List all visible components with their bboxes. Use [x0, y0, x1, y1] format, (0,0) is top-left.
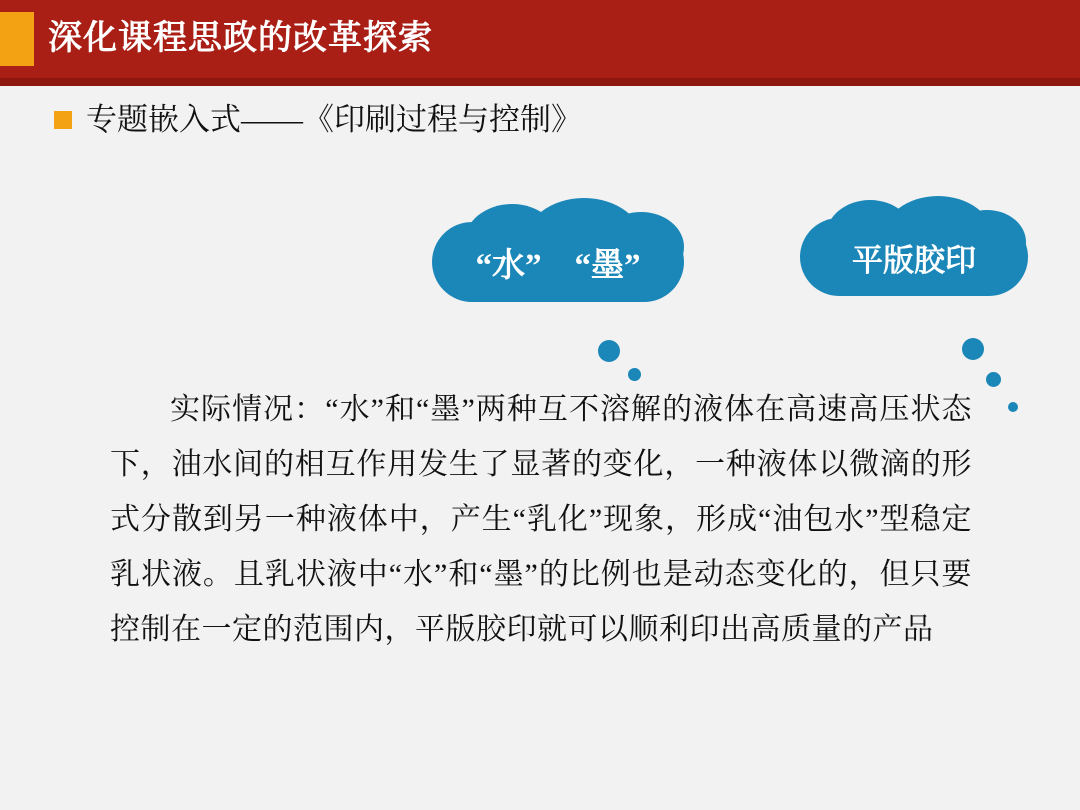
thought-cloud-offset [800, 196, 1028, 306]
page-title: 深化课程思政的改革探索 [48, 20, 433, 57]
header-underline [0, 78, 1080, 86]
section-heading-label: 专题嵌入式——《印刷过程与控制》 [86, 102, 582, 137]
body-paragraph: 实际情况：“水”和“墨”两种互不溶解的液体在高速高压状态下，油水间的相互作用发生了显著的变化，一种液体以微滴的形式分散到另一种液体中，产生“乳化”现象，形成“油包水”型稳定乳状液。且乳状液中“水”和“墨”的比例也是动态变化的，但只要控制在一定的范围内，平版胶印就可以顺利印出高质量的产品 [110, 393, 972, 646]
slide-header-bar [0, 0, 1080, 78]
thought-cloud-ink [432, 200, 684, 310]
cloud-label: “水” “墨” [475, 247, 641, 284]
section-heading [54, 100, 582, 140]
cloud-label: 平版胶印 [852, 242, 976, 278]
cloud-tail-dot [986, 372, 1001, 387]
cloud-tail-dot [628, 368, 641, 381]
cloud-tail-dot [1008, 402, 1018, 412]
cloud-tail-dot [962, 338, 984, 360]
cloud-body [432, 222, 684, 302]
cloud-body [800, 218, 1028, 296]
bullet-square-icon [54, 111, 72, 129]
header-accent-block [0, 12, 34, 66]
cloud-tail-dot [598, 340, 620, 362]
